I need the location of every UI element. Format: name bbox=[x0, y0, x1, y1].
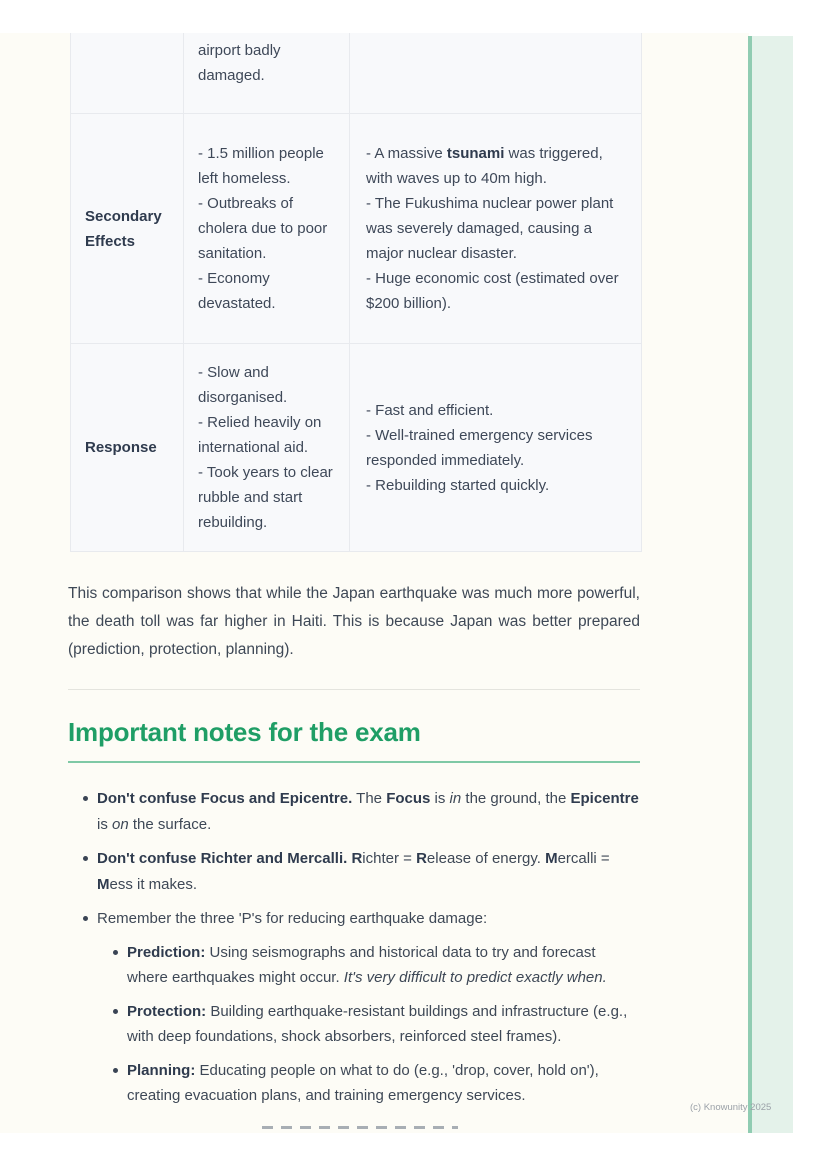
row-header-cell: Response bbox=[71, 344, 184, 552]
haiti-cell: - Slow and disorganised. - Relied heavily on international aid. - Took years to clear rubble and start rebuilding. bbox=[184, 344, 350, 552]
list-item bbox=[68, 906, 640, 1109]
japan-cell: - A massive tsunami was triggered, with waves up to 40m high. - The Fukushima nuclear power plant was severely damaged, causing a major nuclear disaster. - Huge economic cost (estimated over $200 billion). bbox=[350, 114, 642, 344]
list-item: Don't confuse Richter and Mercalli. Richter = Release of energy. Mercalli = Mess it makes. bbox=[68, 846, 640, 897]
page-content bbox=[68, 33, 640, 1118]
list-item: Planning: Educating people on what to do (e.g., 'drop, cover, hold on'), creating evacuation plans, and training emergency services. bbox=[97, 1058, 640, 1109]
three-ps-sublist bbox=[97, 940, 640, 1109]
row-header-cell: Secondary Effects bbox=[71, 114, 184, 344]
document-page bbox=[0, 33, 749, 1133]
table-row bbox=[71, 114, 642, 344]
exam-notes-list bbox=[68, 786, 640, 1109]
japan-cell bbox=[350, 33, 642, 114]
page-edge-green-strip bbox=[748, 36, 793, 1133]
table-row bbox=[71, 33, 642, 114]
copyright-watermark: (c) Knowunity 2025 bbox=[690, 1102, 772, 1113]
section-heading: Important notes for the exam bbox=[68, 717, 640, 763]
table-row bbox=[71, 344, 642, 552]
list-item: Don't confuse Focus and Epicentre. The Focus is in the ground, the Epicentre is on the surface. bbox=[68, 786, 640, 837]
list-item-text: Remember the three 'P's for reducing earthquake damage: bbox=[97, 910, 488, 927]
comparison-summary-paragraph: This comparison shows that while the Japan earthquake was much more powerful, the death toll was far higher in Haiti. This is because Japan was better prepared (prediction, protection, planning). bbox=[68, 585, 640, 658]
section-divider bbox=[68, 689, 640, 690]
list-item: Prediction: Using seismographs and historical data to try and forecast where earthquakes might occur. It's very difficult to predict exactly when. bbox=[97, 940, 640, 991]
haiti-cell: airport badly damaged. bbox=[184, 33, 350, 114]
clipped-next-line bbox=[262, 1126, 458, 1129]
list-item: Protection: Building earthquake-resistant buildings and infrastructure (e.g., with deep foundations, shock absorbers, reinforced steel frames). bbox=[97, 999, 640, 1050]
row-header-cell bbox=[71, 33, 184, 114]
japan-cell: - Fast and efficient. - Well-trained emergency services responded immediately. - Rebuilding started quickly. bbox=[350, 344, 642, 552]
haiti-cell: - 1.5 million people left homeless. - Outbreaks of cholera due to poor sanitation. - Economy devastated. bbox=[184, 114, 350, 344]
comparison-table bbox=[70, 33, 642, 552]
